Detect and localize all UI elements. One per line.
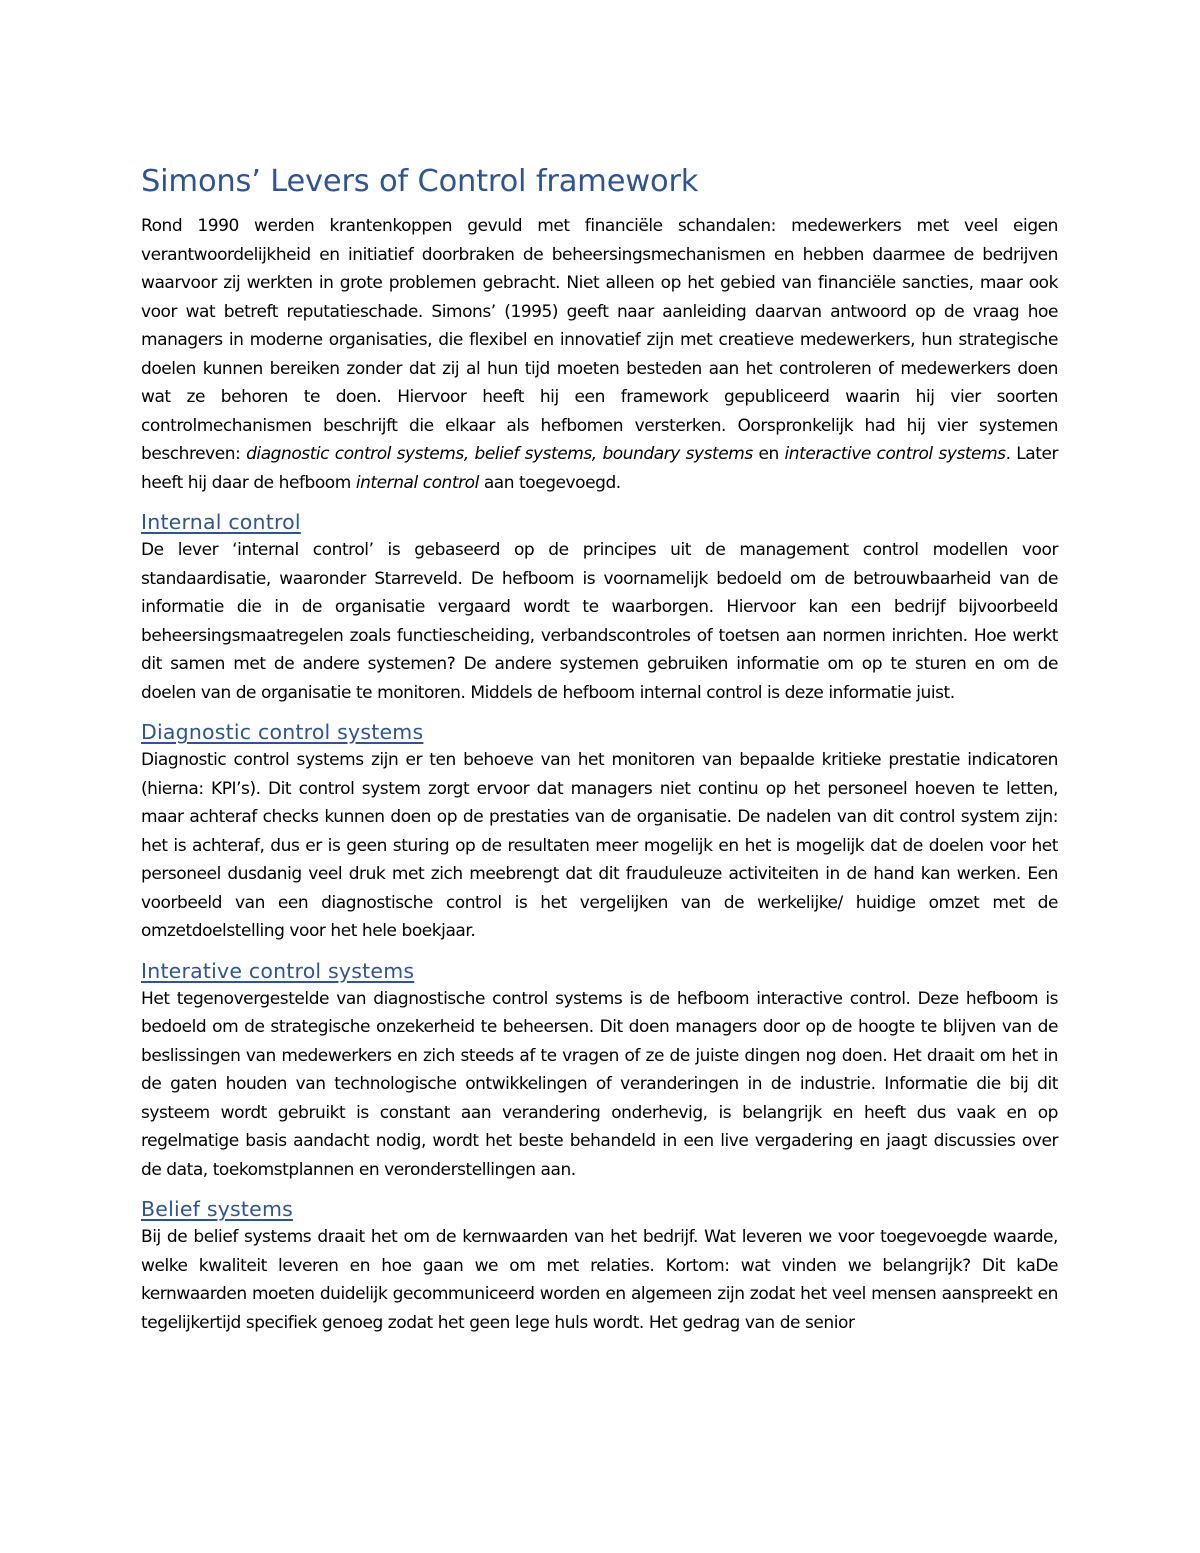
intro-term-systems: diagnostic control systems, belief systems, boundary systems bbox=[246, 444, 753, 464]
document-page bbox=[141, 160, 1058, 1337]
intro-term-internal-control: internal control bbox=[355, 472, 479, 493]
heading-interactive-control: Interative control systems bbox=[141, 958, 415, 983]
heading-belief-systems: Belief systems bbox=[141, 1197, 294, 1221]
intro-paragraph bbox=[141, 212, 1058, 497]
heading-internal-control: Internal control bbox=[141, 510, 301, 534]
heading-diagnostic-control: Diagnostic control systems bbox=[141, 720, 424, 744]
paragraph-belief-systems: Bij de belief systems draait het om de kernwaarden van het bedrijf. Wat leveren we voor toegevoegde waarde, welke kwaliteit leveren en hoe gaan we om met relaties. Kortom: wat vinden we belangrijk? Dit kaDe kernwaarden moeten duidelijk gecommuniceerd worden en algemeen zijn zodat het veel mensen aanspreekt en tegelijkertijd specifiek genoeg zodat het geen lege huls wordt. Het gedrag van de senior bbox=[141, 1227, 1058, 1333]
intro-term-interactive: interactive control systems bbox=[784, 444, 1006, 464]
intro-text-part3: . Later heeft hij daar de hefboom bbox=[141, 444, 1059, 493]
paragraph-diagnostic-control: Diagnostic control systems zijn er ten behoeve van het monitoren van bepaalde kritieke prestatie indicatoren (hierna: KPI’s). Dit control system zorgt ervoor dat managers niet continu op het personeel hoeven te letten, maar achteraf checks kunnen doen op de prestaties van de organisatie. De nadelen van dit control system zijn: het is achteraf, dus er is geen sturing op de resultaten meer mogelijk en het is mogelijk dat de doelen voor het personeel dusdanig veel druk met zich meebrengt dat dit frauduleuze activiteiten in de hand kan werken. Een voorbeeld van een diagnostische control is het vergelijken van de werkelijke/ huidige omzet met de omzetdoelstelling voor het hele boekjaar. bbox=[141, 750, 1058, 941]
paragraph-interactive-control: Het tegenovergestelde van diagnostische control systems is de hefboom interactive control. Deze hefboom is bedoeld om de strategische onzekerheid te beheersen. Dit doen managers door op de hoogte te blijven van de beslissingen van medewerkers en zich steeds af te vragen of ze de juiste dingen nog doen. Het draait om het in de gaten houden van technologische ontwikkelingen of veranderingen in de industrie. Informatie die bij dit systeem wordt gebruikt is constant aan verandering onderhevig, is belangrijk en heeft dus vaak en op regelmatige basis aandacht nodig, wordt het beste behandeld in een live vergadering en jaagt discussies over de data, toekomstplannen en veronderstellingen aan. bbox=[141, 988, 1058, 1180]
intro-text-part2: en bbox=[752, 444, 785, 464]
document-title: Simons’ Levers of Control framework bbox=[141, 164, 699, 199]
intro-text-part4: aan toegevoegd. bbox=[478, 472, 621, 493]
intro-text-part1: Rond 1990 werden krantenkoppen gevuld met financiële schandalen: medewerkers met veel eigen verantwoordelijkheid en initiatief doorbraken de beheersingsmechanismen en hebben daarmee de bedrijven waarvoor zij werkten in grote problemen gebracht. Niet alleen op het gebied van financiële sancties, maar ook voor wat betreft reputatieschade. Simons’ (1995) geeft naar aanleiding daarvan antwoord op de vraag hoe managers in moderne organisaties, die flexibel en innovatief zijn met creatieve medewerkers, hun strategische doelen kunnen bereiken zonder dat zij al hun tijd moeten besteden aan het controleren of medewerkers doen wat ze behoren te doen. Hiervoor heeft hij een framework gepubliceerd waarin hij vier soorten controlmechanismen beschrijft die elkaar als hefbomen versterken. Oorspronkelijk had hij vier systemen beschreven: bbox=[141, 216, 1058, 464]
paragraph-internal-control: De lever ‘internal control’ is gebaseerd op de principes uit de management control modellen voor standaardisatie, waaronder Starreveld. De hefboom is voornamelijk bedoeld om de betrouwbaarheid van de informatie die in de organisatie vergaard wordt te waarborgen. Hiervoor kan een bedrijf bijvoorbeeld beheersingsmaatregelen zoals functiescheiding, verbandscontroles of toetsen aan normen inrichten. Hoe werkt dit samen met de andere systemen? De andere systemen gebruiken informatie om op te sturen en om de doelen van de organisatie te monitoren. Middels de hefboom internal control is deze informatie juist. bbox=[141, 540, 1058, 703]
